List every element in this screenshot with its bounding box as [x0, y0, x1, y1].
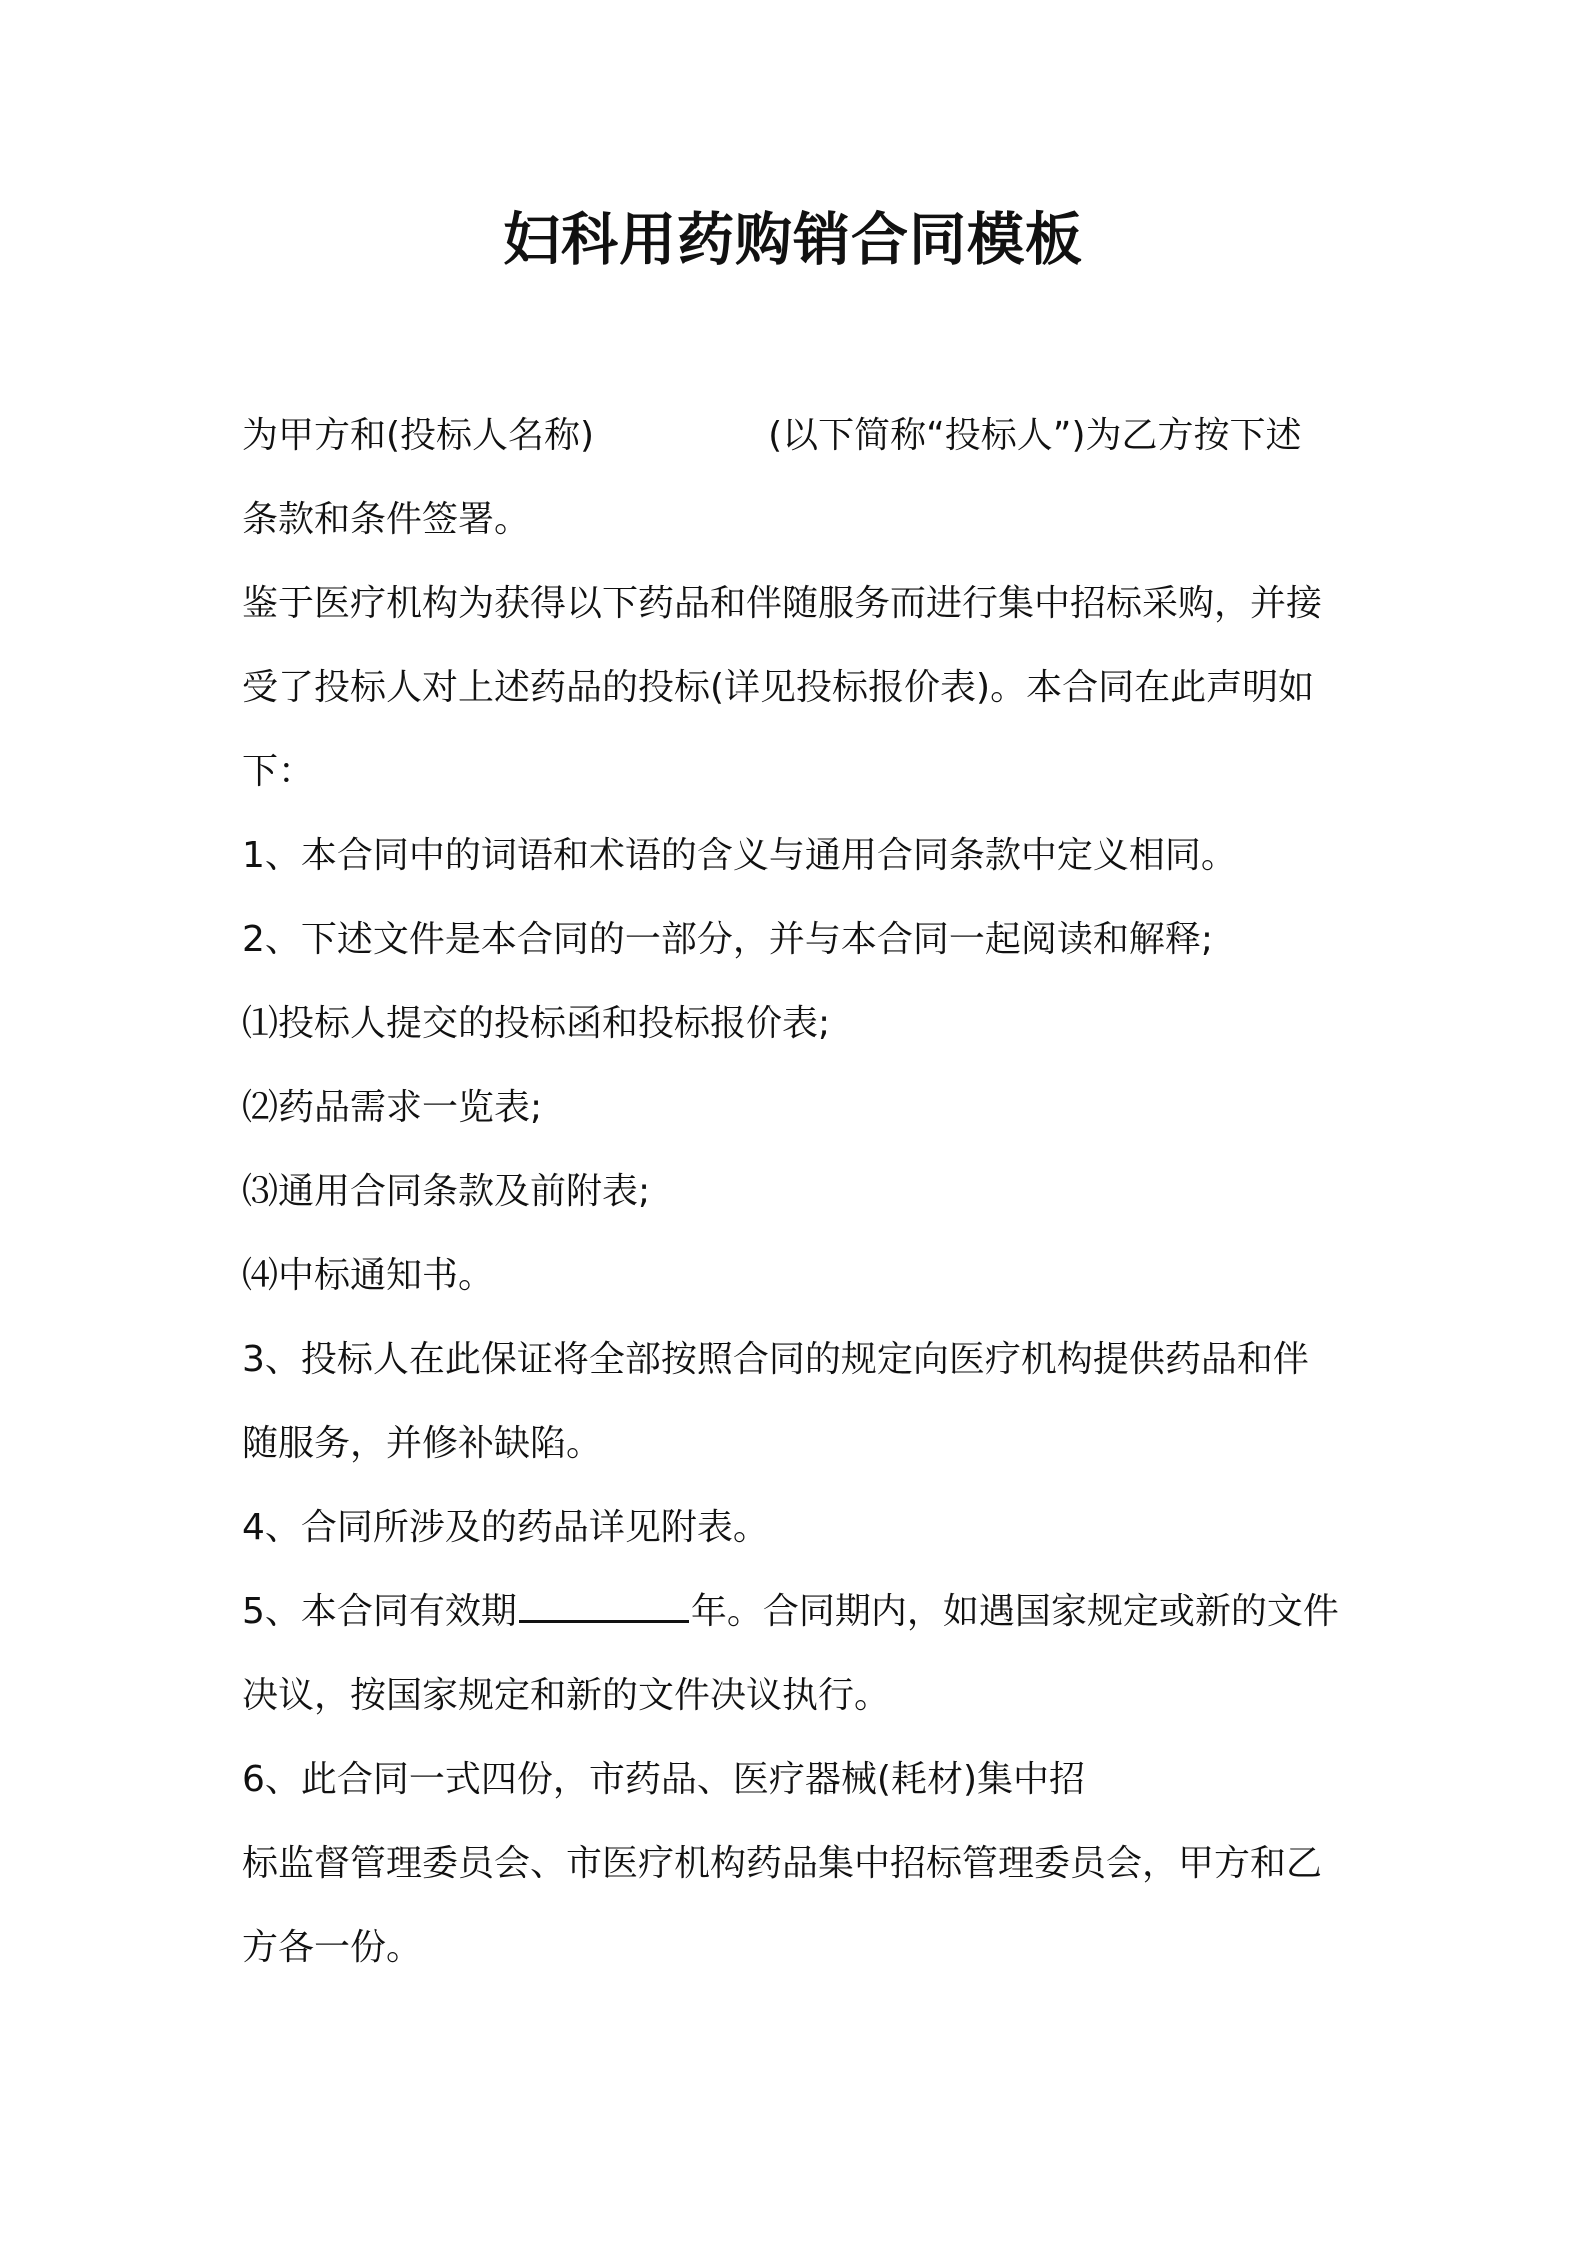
- clause-2: 2、下述文件是本合同的一部分，并与本合同一起阅读和解释;: [242, 919, 1214, 960]
- clause-2-item-3: ⑶通用合同条款及前附表;: [242, 1171, 651, 1212]
- clause-3-line-2: 随服务，并修补缺陷。: [242, 1423, 603, 1464]
- clause-2-item-1: ⑴投标人提交的投标函和投标报价表;: [242, 1003, 831, 1044]
- clause-2-item-2: ⑵药品需求一览表;: [242, 1087, 543, 1128]
- clause-5-text-b: 年。合同期内，如遇国家规定或新的文件: [690, 1591, 1339, 1632]
- clause-5-line-2: 决议，按国家规定和新的文件决议执行。: [242, 1675, 891, 1716]
- whereas-line-1: 鉴于医疗机构为获得以下药品和伴随服务而进行集中招标采购，并接: [242, 583, 1323, 624]
- whereas-line-2: 受了投标人对上述药品的投标(详见投标报价表)。本合同在此声明如: [242, 667, 1315, 708]
- clause-5-text-a: 5、本合同有效期: [242, 1591, 517, 1632]
- document-title: 妇科用药购销合同模板: [503, 207, 1083, 273]
- intro-text-b: (以下简称“投标人”)为乙方按下述: [768, 415, 1302, 456]
- clause-6-line-3: 方各一份。: [242, 1927, 423, 1968]
- clause-5-line-1: [242, 1588, 1339, 1636]
- clause-6-line-2: 标监督管理委员会、市医疗机构药品集中招标管理委员会，甲方和乙: [242, 1843, 1323, 1884]
- clause-6-line-1: 6、此合同一式四份，市药品、医疗器械(耗材)集中招: [242, 1759, 1085, 1800]
- intro-line-2: 条款和条件签署。: [242, 499, 531, 540]
- clause-4: 4、合同所涉及的药品详见附表。: [242, 1507, 769, 1548]
- term-years-blank: [519, 1588, 689, 1623]
- clause-1: 1、本合同中的词语和术语的含义与通用合同条款中定义相同。: [242, 835, 1237, 876]
- whereas-line-3: 下：: [242, 751, 315, 792]
- intro-text-a: 为甲方和(投标人名称): [242, 415, 595, 456]
- clause-3-line-1: 3、投标人在此保证将全部按照合同的规定向医疗机构提供药品和伴: [242, 1339, 1309, 1380]
- intro-line-1: [242, 412, 1302, 460]
- clause-2-item-4: ⑷中标通知书。: [242, 1255, 495, 1296]
